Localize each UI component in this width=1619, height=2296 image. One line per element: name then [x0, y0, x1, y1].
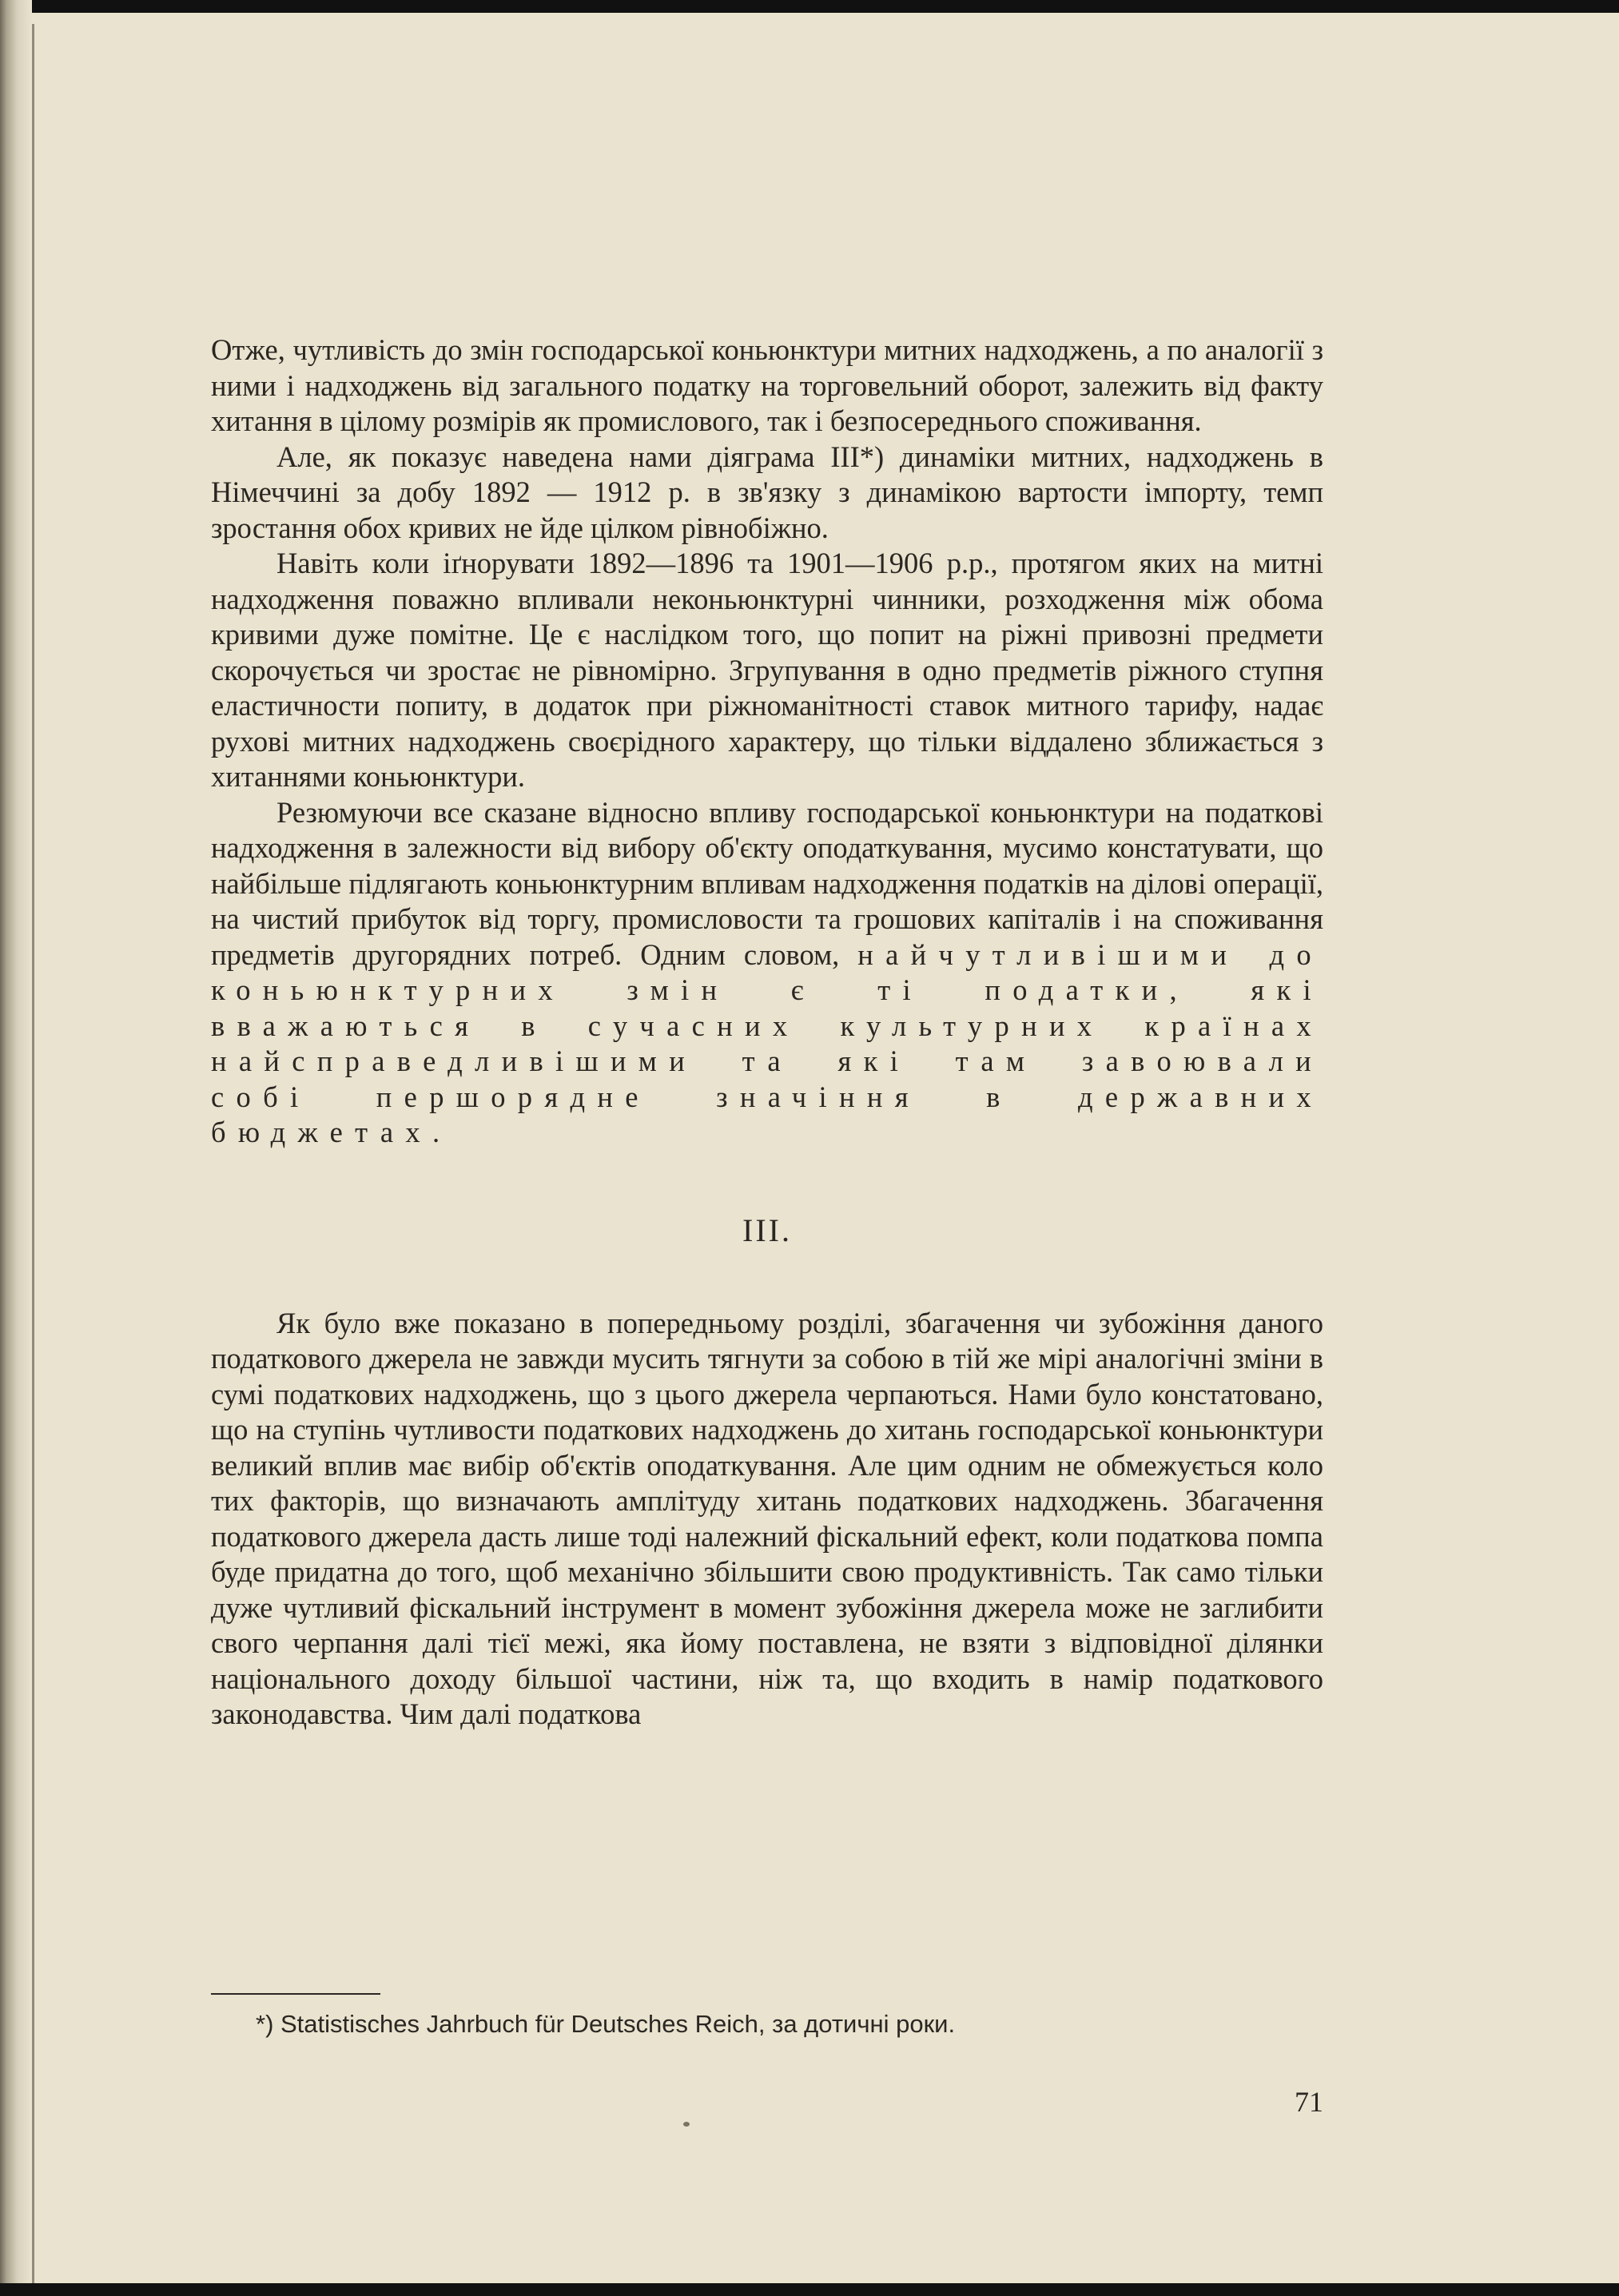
paragraph-5: Як було вже показано в попередньому розділі, збагачення чи зубожіння даного податкового джерела не завжди мусить тягнути за собою в тій же мірі аналогічні зміни в сумі податкових надходжень, що з цього джерела черпаються. Нами було констатовано, що на ступінь чутливости податкових надходжень до хитань господарської коньюнктури великий вплив має вибір об'єктів оподаткування. Але цим одним не обмежується коло тих факторів, що визначають амплітуду хитань податкових надходжень. Збагачення податкового джерела дасть лише тоді належний фіскальний ефект, коли податкова помпа буде придатна до того, щоб механічно збільшити свою продуктивність. Так само тільки дуже чутливий фіскальний інструмент в момент зубожіння джерела може не заглибити свого черпання далі тієї межі, яка йому поставлена, не взяти з відповідної ділянки національного доходу більшої частини, ніж та, що входить в намір податкового законодавства. Чим далі податкова	[211, 1306, 1323, 1730]
scan-top-edge	[0, 0, 1619, 13]
page-body	[211, 332, 1323, 1733]
footnote-divider	[211, 1993, 380, 1995]
summary-text: Резюмуючи все сказане відносно впливу господарської коньюнктури на податкові надходження в залежности від вибору об'єкту оподаткування, мусимо констатувати, що найбільше підлягають коньюнктурним впливам надходження податків на ділові операції, на чистий прибуток від торгу, промисловости та грошових капіталів і на споживання предметів другорядних потреб. Одним словом,	[211, 795, 1323, 971]
summary-emphasis-text: найчутливішими до коньюнктурних змін є ті податки, які вважаються в сучасних культурних країнах найсправедливішими та які там завоювали собі першорядне значіння в державних бюджетах.	[211, 937, 1323, 1148]
scan-bottom-edge	[0, 2283, 1619, 2296]
footnote: *) Statistisches Jahrbuch für Deutsches Reich, за дотичні роки.	[256, 2010, 956, 2038]
paragraph-4	[211, 795, 1323, 1151]
paragraph-2: Але, як показує наведена нами діяграма III*) динаміки митних, надходжень в Німеччині за добу 1892 — 1912 р. в зв'язку з динамікою вартости імпорту, темп зростання обох кривих не йде цілком рівнобіжно.	[211, 440, 1323, 544]
book-gutter-line	[32, 24, 34, 2286]
paragraph-3: Навіть коли іґнорувати 1892—1896 та 1901—1906 р.р., протягом яких на митні надходження поважно впливали неконьюнктурні чинники, розходження між обома кривими дуже помітне. Це є наслідком того, що попит на ріжні привозні предмети скорочується чи зростає не рівномірно. Згрупування в одно предметів ріжного ступня еластичности попиту, в додаток при ріжноманітності ставок митного тарифу, надає рухові митних надходжень своєрідного характеру, що тільки віддалено зближається з хитаннями коньюнктури.	[211, 547, 1323, 793]
section-heading: III.	[742, 1212, 792, 1248]
page-number: 71	[1295, 2086, 1323, 2118]
paragraph-1: Отже, чутливість до змін господарської коньюнктури митних надходжень, а по аналогії з ними і надходжень від загального податку на торговельний оборот, залежить від факту хитання в цілому розмірів як промислового, так і безпосереднього споживання.	[211, 333, 1323, 437]
scan-speck	[683, 2122, 690, 2127]
book-spine-shadow	[0, 0, 32, 2296]
